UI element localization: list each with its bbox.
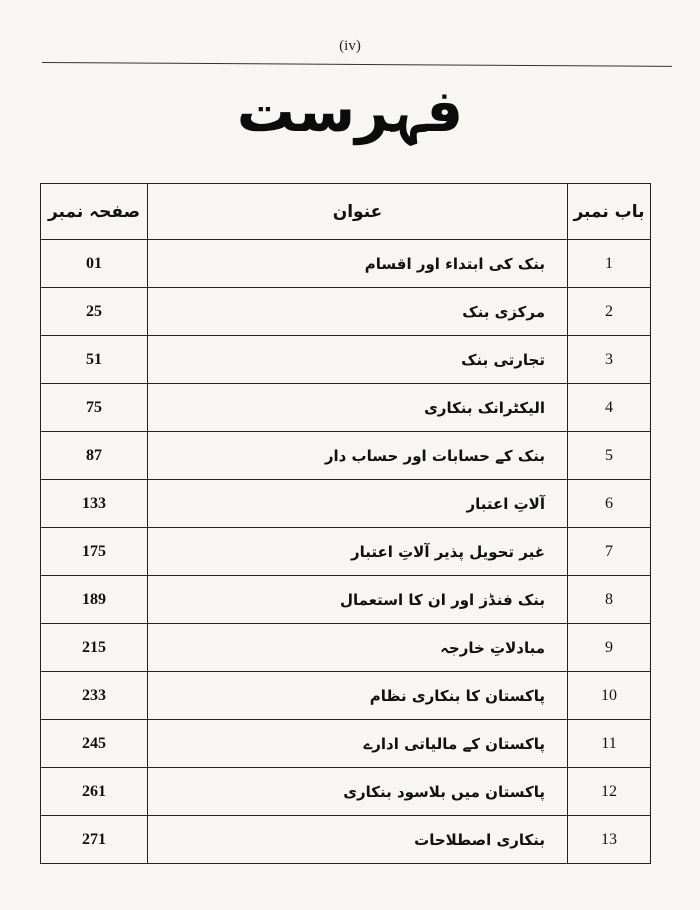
table-row xyxy=(41,240,651,288)
page-cell: 51 xyxy=(41,336,148,384)
chapter-cell: 7 xyxy=(568,528,651,576)
table-row xyxy=(41,672,651,720)
title-cell: تجارتی بنک xyxy=(148,336,568,384)
chapter-cell: 1 xyxy=(568,240,651,288)
table-of-contents xyxy=(40,183,651,864)
table-row xyxy=(41,384,651,432)
page-cell: 175 xyxy=(41,528,148,576)
title-cell: بنکاری اصطلاحات xyxy=(148,816,568,864)
table-row xyxy=(41,624,651,672)
table-row xyxy=(41,528,651,576)
title-cell: الیکٹرانک بنکاری xyxy=(148,384,568,432)
chapter-cell: 2 xyxy=(568,288,651,336)
page-cell: 271 xyxy=(41,816,148,864)
title-cell: بنک فنڈز اور ان کا استعمال xyxy=(148,576,568,624)
title-cell: مرکزی بنک xyxy=(148,288,568,336)
chapter-cell: 3 xyxy=(568,336,651,384)
page-cell: 75 xyxy=(41,384,148,432)
chapter-cell: 6 xyxy=(568,480,651,528)
title-cell: پاکستان میں بلاسود بنکاری xyxy=(148,768,568,816)
table-row xyxy=(41,816,651,864)
title-cell: بنک کے حسابات اور حساب دار xyxy=(148,432,568,480)
table-header-row xyxy=(41,184,651,240)
page-cell: 189 xyxy=(41,576,148,624)
page-cell: 233 xyxy=(41,672,148,720)
page-cell: 25 xyxy=(41,288,148,336)
table-row xyxy=(41,288,651,336)
page-cell: 133 xyxy=(41,480,148,528)
page-cell: 87 xyxy=(41,432,148,480)
table-row xyxy=(41,432,651,480)
title-cell: پاکستان کا بنکاری نظام xyxy=(148,672,568,720)
table-row xyxy=(41,480,651,528)
title-cell: آلاتِ اعتبار xyxy=(148,480,568,528)
chapter-cell: 4 xyxy=(568,384,651,432)
table-row xyxy=(41,720,651,768)
page-cell: 261 xyxy=(41,768,148,816)
chapter-cell: 13 xyxy=(568,816,651,864)
title-cell: غیر تحویل پذیر آلاتِ اعتبار xyxy=(148,528,568,576)
chapter-cell: 9 xyxy=(568,624,651,672)
page-number: (iv) xyxy=(339,38,361,54)
table-row xyxy=(41,336,651,384)
header-page-number: صفحہ نمبر xyxy=(41,184,148,240)
title-cell: مبادلاتِ خارجہ xyxy=(148,624,568,672)
page-cell: 01 xyxy=(41,240,148,288)
page-title: فہرست xyxy=(236,77,464,145)
title-cell: بنک کی ابتداء اور اقسام xyxy=(148,240,568,288)
chapter-cell: 12 xyxy=(568,768,651,816)
header-chapter-number: باب نمبر xyxy=(568,184,651,240)
header-title: عنوان xyxy=(148,184,568,240)
page-cell: 215 xyxy=(41,624,148,672)
page-cell: 245 xyxy=(41,720,148,768)
chapter-cell: 8 xyxy=(568,576,651,624)
table-row xyxy=(41,768,651,816)
chapter-cell: 11 xyxy=(568,720,651,768)
chapter-cell: 10 xyxy=(568,672,651,720)
header-rule xyxy=(42,62,672,67)
chapter-cell: 5 xyxy=(568,432,651,480)
title-cell: پاکستان کے مالیاتی ادارے xyxy=(148,720,568,768)
table-row xyxy=(41,576,651,624)
